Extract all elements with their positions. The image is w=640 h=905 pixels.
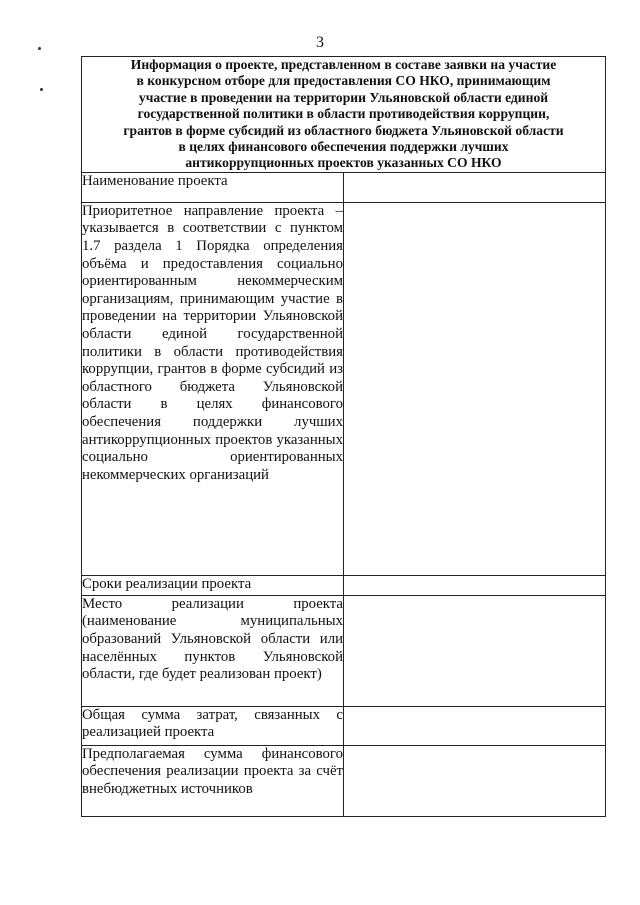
table-header-row — [82, 57, 606, 173]
field-label — [82, 595, 344, 706]
total-cost-label: Общая сумма затрат, связанных с реализацией проекта — [82, 706, 343, 741]
scan-dot-mark — [40, 88, 43, 91]
title-line: Информация о проекте, представленном в составе заявки на участие — [130, 57, 557, 72]
implementation-place-value[interactable] — [344, 595, 606, 706]
field-label — [82, 172, 344, 202]
table-row — [82, 202, 606, 575]
title-line: антикоррупционных проектов указанных СО НКО — [185, 155, 502, 171]
field-label — [82, 706, 344, 745]
extrabudgetary-funding-label: Предполагаемая сумма финансового обеспечения реализации проекта за счёт внебюджетных источников — [82, 745, 343, 798]
project-name-label: Наименование проекта — [82, 172, 228, 189]
scan-dot-mark — [38, 47, 41, 50]
title-line: в конкурсном отборе для предоставления СО НКО, принимающим — [136, 73, 551, 89]
priority-direction-label: Приоритетное направление проекта – указывается в соответствии с пунктом 1.7 раздела 1 Порядка определения объёма и предоставления социально ориентированным некоммерческим организациям, принимающим участие в проведении на территории Ульяновской области единой государственной политики в области противодействия коррупции, грантов в форме субсидий из областного бюджета Ульяновской области в целях финансового обеспечения поддержки лучших антикоррупционных проектов указанных социально ориентированных некоммерческих организаций — [82, 202, 343, 483]
table-row — [82, 745, 606, 816]
priority-direction-value[interactable] — [344, 202, 606, 575]
title-line: в целях финансового обеспечения поддержки лучших — [178, 139, 509, 155]
project-info-table — [81, 56, 606, 817]
field-label — [82, 575, 344, 595]
field-label — [82, 202, 344, 575]
table-row — [82, 706, 606, 745]
table-title — [82, 57, 606, 173]
total-cost-value[interactable] — [344, 706, 606, 745]
table-row — [82, 172, 606, 202]
title-line: участие в проведении на территории Ульяновской области единой — [138, 89, 549, 105]
field-label — [82, 745, 344, 816]
title-line: государственной политики в области противодействия коррупции, — [137, 106, 550, 122]
implementation-terms-label: Сроки реализации проекта — [82, 575, 252, 592]
table-row — [82, 575, 606, 595]
table-row — [82, 595, 606, 706]
extrabudgetary-funding-value[interactable] — [344, 745, 606, 816]
page-number: 3 — [316, 34, 324, 51]
implementation-place-label: Место реализации проекта (наименование муниципальных образований Ульяновской области или населённых пунктов Ульяновской области, где будет реализован проект) — [82, 595, 343, 683]
title-line: грантов в форме субсидий из областного бюджета Ульяновской области — [123, 122, 564, 138]
implementation-terms-value[interactable] — [344, 575, 606, 595]
project-name-value[interactable] — [344, 172, 606, 202]
